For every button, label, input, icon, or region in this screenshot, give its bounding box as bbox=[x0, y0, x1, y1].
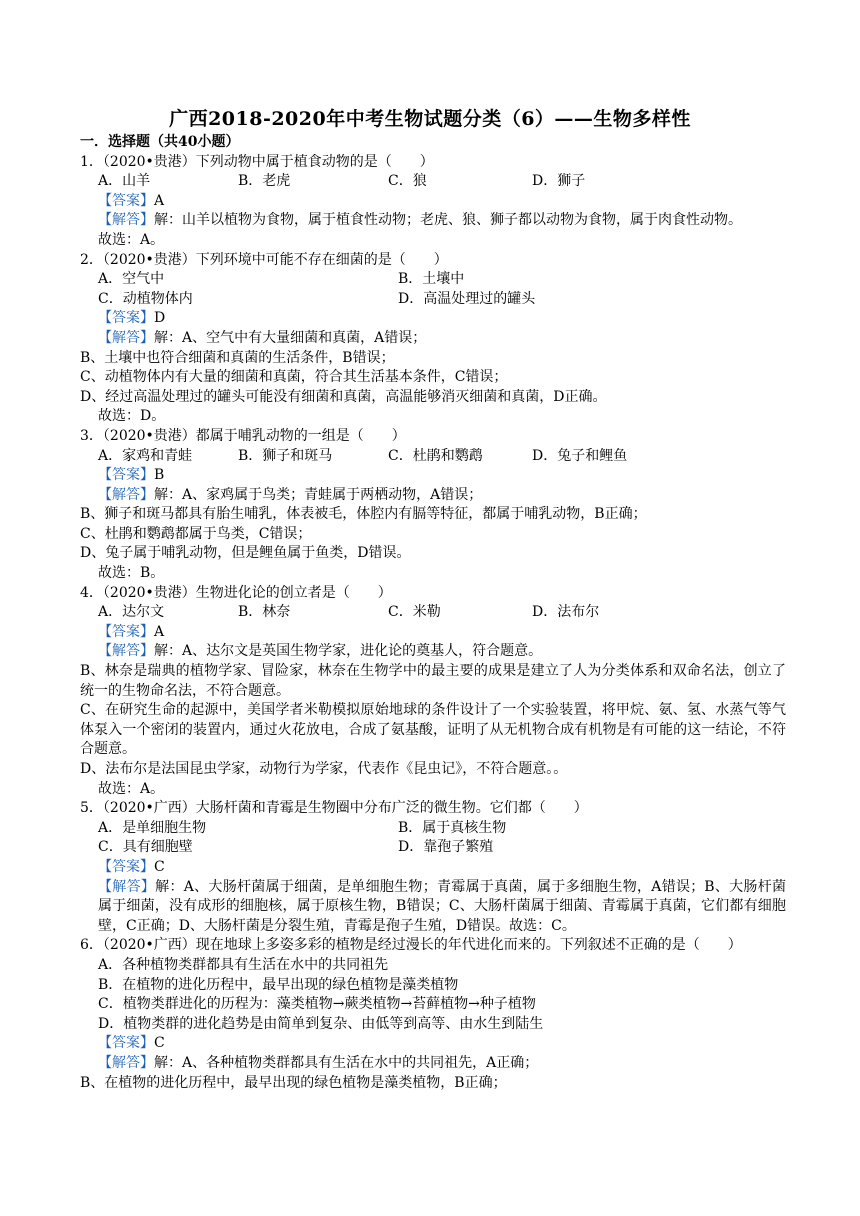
question-stem: 1．（2020•贵港）下列动物中属于植食动物的是（ ） bbox=[80, 153, 434, 170]
option-item: C．米勒 bbox=[388, 604, 441, 621]
option-item: C．植物类群进化的历程为：藻类植物→蕨类植物→苔藓植物→种子植物 bbox=[98, 996, 536, 1013]
option-item: A．家鸡和青蛙 bbox=[98, 447, 193, 464]
option-item: A．各种植物类群都具有生活在水中的共同祖先 bbox=[98, 956, 389, 973]
option-item: A．达尔文 bbox=[98, 604, 165, 621]
option-item: B．老虎 bbox=[238, 173, 291, 190]
answer-value: A bbox=[154, 623, 165, 640]
analysis-line: 故选：A。 bbox=[98, 780, 165, 797]
answer-line bbox=[80, 192, 786, 212]
option-group bbox=[80, 172, 786, 192]
analysis-text: 解：山羊以植物为食物，属于植食性动物；老虎、狼、狮子都以动物为食物，属于肉食性动物。 bbox=[154, 212, 742, 229]
question-item bbox=[80, 153, 786, 251]
analysis-line: C、杜鹃和鹦鹉都属于鸟类，C错误； bbox=[80, 525, 312, 542]
answer-value: C bbox=[154, 858, 165, 875]
analysis-line: B、林奈是瑞典的植物学家、冒险家，林奈在生物学中的最主要的成果是建立了人为分类体系和双命名法，创立了统一的生物命名法，不符合题意。 bbox=[80, 663, 786, 699]
analysis-first-line bbox=[80, 642, 786, 662]
option-item: B．在植物的进化历程中，最早出现的绿色植物是藻类植物 bbox=[98, 976, 459, 993]
option-group bbox=[80, 603, 786, 623]
option-item: C．狼 bbox=[388, 173, 427, 190]
option-item: D．兔子和鲤鱼 bbox=[532, 447, 628, 464]
option-item: B．狮子和斑马 bbox=[238, 447, 333, 464]
option-item: B．土壤中 bbox=[398, 271, 465, 288]
question-stem: 5．（2020•广西）大肠杆菌和青霉是生物圈中分布广泛的微生物。它们都（ ） bbox=[80, 800, 588, 817]
question-stem: 6．（2020•广西）现在地球上多姿多彩的植物是经过漫长的年代进化而来的。下列叙述不正确的是（ ） bbox=[80, 937, 742, 954]
analysis-first-line bbox=[80, 1054, 786, 1074]
answer-value: A bbox=[154, 192, 165, 209]
option-item: D．法布尔 bbox=[532, 604, 600, 621]
analysis-line: B、土壤中也符合细菌和真菌的生活条件，B错误； bbox=[80, 349, 395, 366]
option-item: B．属于真核生物 bbox=[398, 819, 507, 836]
answer-label: 【答案】 bbox=[98, 310, 154, 327]
option-item: B．林奈 bbox=[238, 604, 291, 621]
option-group bbox=[80, 447, 786, 467]
answer-label: 【答案】 bbox=[98, 192, 154, 209]
analysis-line: C、动植物体内有大量的细菌和真菌，符合其生活基本条件，C错误； bbox=[80, 369, 508, 386]
analysis-label: 【解答】 bbox=[98, 212, 154, 229]
answer-label: 【答案】 bbox=[98, 467, 154, 484]
answer-label: 【答案】 bbox=[98, 858, 154, 875]
answer-line bbox=[80, 466, 786, 486]
answer-line bbox=[80, 858, 786, 878]
analysis-line: B、狮子和斑马都具有胎生哺乳，体表被毛，体腔内有膈等特征，都属于哺乳动物，B正确； bbox=[80, 506, 647, 523]
analysis-line: 故选：D。 bbox=[98, 408, 166, 425]
option-item: D．狮子 bbox=[532, 173, 586, 190]
option-group bbox=[80, 819, 786, 858]
answer-line bbox=[80, 623, 786, 643]
answer-label: 【答案】 bbox=[98, 623, 154, 640]
analysis-first-line bbox=[80, 878, 786, 937]
analysis-label: 【解答】 bbox=[98, 329, 154, 346]
answer-value: D bbox=[154, 310, 166, 327]
analysis-label: 【解答】 bbox=[98, 878, 156, 895]
question-list bbox=[80, 153, 786, 1094]
analysis-label: 【解答】 bbox=[98, 643, 154, 660]
question-item bbox=[80, 584, 786, 800]
answer-value: B bbox=[154, 467, 165, 484]
option-item: C．杜鹃和鹦鹉 bbox=[388, 447, 483, 464]
analysis-first-line bbox=[80, 211, 786, 231]
option-item: C．具有细胞壁 bbox=[98, 839, 193, 856]
question-stem: 3．（2020•贵港）都属于哺乳动物的一组是（ ） bbox=[80, 427, 406, 444]
question-stem: 4．（2020•贵港）生物进化论的创立者是（ ） bbox=[80, 584, 392, 601]
question-item bbox=[80, 251, 786, 427]
analysis-first-line bbox=[80, 329, 786, 349]
analysis-line: B、在植物的进化历程中，最早出现的绿色植物是藻类植物，B正确； bbox=[80, 1074, 507, 1091]
analysis-text: 解：A、大肠杆菌属于细菌，是单细胞生物；青霉属于真菌，属于多细胞生物，A错误；B、大肠杆菌属于细菌，没有成形的细胞核，属于原核生物，B错误；C、大肠杆菌属于细菌、青霉属于真菌，它们都有细胞壁，C正确；D、大肠杆菌是分裂生殖，青霉是孢子生殖，D错误。故选：C。 bbox=[98, 878, 786, 934]
analysis-text: 解：A、达尔文是英国生物学家，进化论的奠基人，符合题意。 bbox=[154, 643, 543, 660]
question-item bbox=[80, 799, 786, 936]
analysis-line: C、在研究生命的起源中，美国学者米勒模拟原始地球的条件设计了一个实验装置，将甲烷、氨、氢、水蒸气等气体泵入一个密闭的装置内，通过火花放电，合成了氨基酸，证明了从无机物合成有机物是有可能的这一结论，不符合题意。 bbox=[80, 702, 786, 758]
option-item: D．植物类群的进化趋势是由简单到复杂、由低等到高等、由水生到陆生 bbox=[98, 1015, 544, 1032]
answer-line bbox=[80, 309, 786, 329]
answer-line bbox=[80, 1034, 786, 1054]
analysis-text: 解：A、空气中有大量细菌和真菌，A错误； bbox=[154, 329, 427, 346]
option-item: A．山羊 bbox=[98, 173, 151, 190]
analysis-text: 解：A、家鸡属于鸟类；青蛙属于两栖动物，A错误； bbox=[154, 486, 483, 503]
analysis-first-line bbox=[80, 486, 786, 506]
option-item: C．动植物体内 bbox=[98, 290, 193, 307]
analysis-line: D、经过高温处理过的罐头可能没有细菌和真菌，高温能够消灭细菌和真菌，D正确。 bbox=[80, 388, 607, 405]
answer-label: 【答案】 bbox=[98, 1035, 154, 1052]
option-item: D．高温处理过的罐头 bbox=[398, 290, 536, 307]
document-title: 广西2018-2020年中考生物试题分类（6）——生物多样性 bbox=[169, 108, 691, 130]
section-heading: 一．选择题（共40小题） bbox=[80, 134, 240, 150]
document-body bbox=[80, 133, 786, 1093]
answer-value: C bbox=[154, 1035, 165, 1052]
analysis-line: D、法布尔是法国昆虫学家，动物行为学家，代表作《昆虫记》，不符合题意。。 bbox=[80, 761, 568, 777]
option-group bbox=[80, 270, 786, 309]
analysis-label: 【解答】 bbox=[98, 1054, 154, 1071]
analysis-label: 【解答】 bbox=[98, 486, 154, 503]
question-stem: 2．（2020•贵港）下列环境中可能不存在细菌的是（ ） bbox=[80, 251, 448, 268]
option-item: D．靠孢子繁殖 bbox=[398, 839, 494, 856]
question-item bbox=[80, 936, 786, 1093]
option-item: A．空气中 bbox=[98, 271, 165, 288]
analysis-line: 故选：A。 bbox=[98, 231, 165, 248]
option-item: A．是单细胞生物 bbox=[98, 819, 207, 836]
analysis-line: 故选：B。 bbox=[98, 565, 165, 582]
analysis-line: D、兔子属于哺乳动物，但是鲤鱼属于鱼类，D错误。 bbox=[80, 545, 411, 562]
analysis-text: 解：A、各种植物类群都具有生活在水中的共同祖先，A正确； bbox=[154, 1054, 539, 1071]
question-item bbox=[80, 427, 786, 584]
